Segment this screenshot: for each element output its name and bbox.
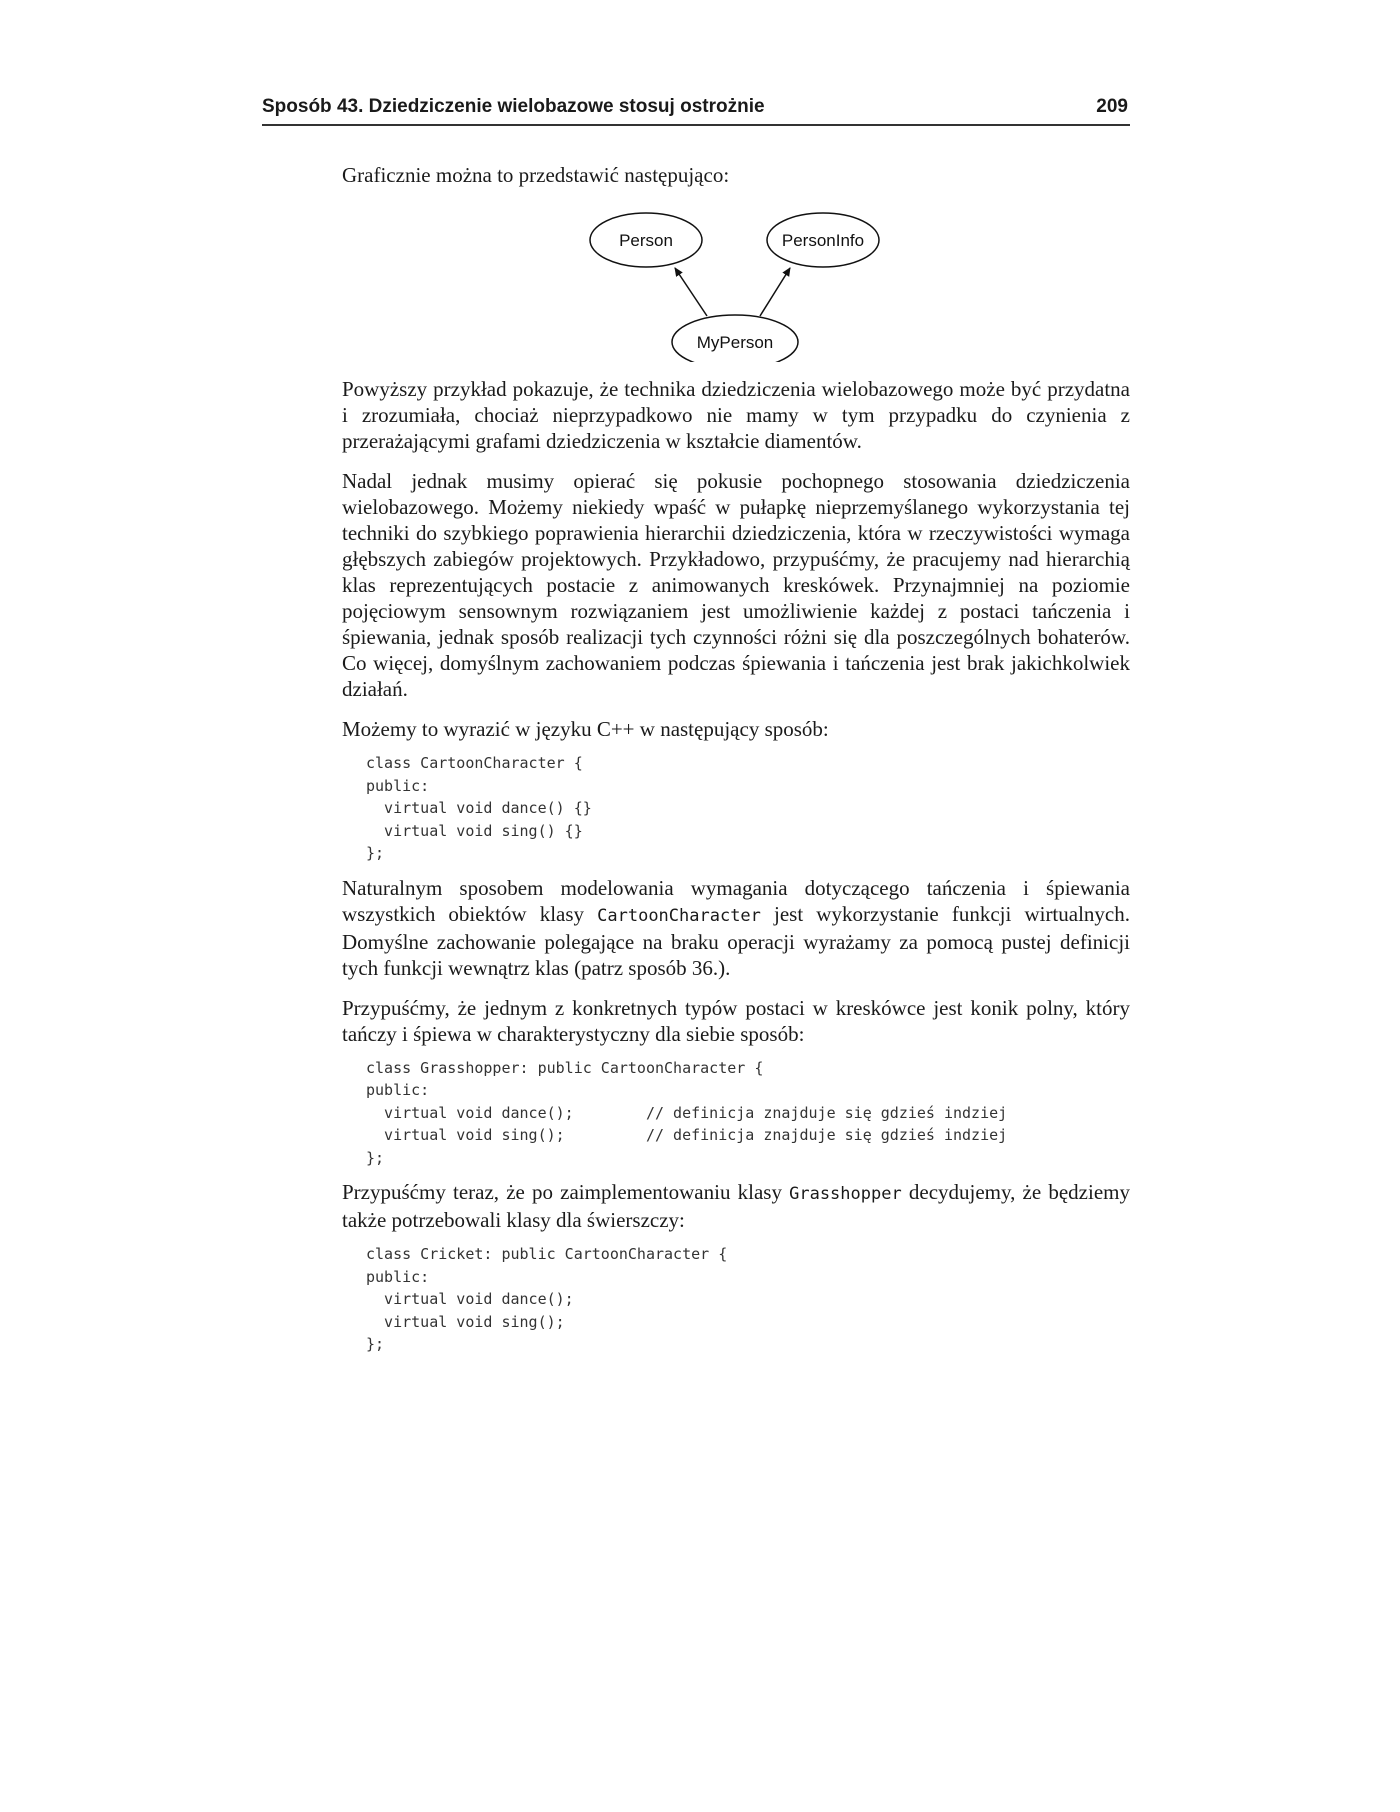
paragraph-6-text-a: Przypuśćmy teraz, że po zaimplementowaniu klasy (342, 1180, 790, 1204)
code-block-cricket: class Cricket: public CartoonCharacter { public: virtual void dance(); virtual void sing(); }; (366, 1245, 728, 1353)
page-content (342, 162, 1130, 1366)
code-block-grasshopper: class Grasshopper: public CartoonCharacter { public: virtual void dance(); // definicja znajduje się gdzieś indziej virtual void sing(); // definicja znajduje się gdzieś indziej }; (366, 1058, 1008, 1167)
paragraph-6-text-b: decydujemy, że będziemy także potrzebowali klasy dla świerszczy: (342, 1180, 1130, 1232)
personinfo-label: PersonInfo (781, 231, 865, 250)
paragraph-1: Powyższy przykład pokazuje, że technika dziedziczenia wielobazowego może być przydatna i zrozumiała, chociaż nieprzypadkowo nie mamy w tym przypadku do czynienia z przerażającymi grafami dziedziczenia w kształcie diamentów. (342, 377, 1130, 453)
inheritance-arrow-person (675, 268, 707, 316)
page-number: 209 (1096, 96, 1128, 117)
paragraph-2: Nadal jednak musimy opierać się pokusie pochopnego stosowania dziedziczenia wielobazowego. Możemy niekiedy wpaść w pułapkę nieprzemyślanego wykorzystania tej techniki do szybkiego poprawienia hierarchii dziedziczenia, która w rzeczywistości wymaga głębszych zabiegów projektowych. Przykładowo, przypuśćmy, że pracujemy nad hierarchią klas reprezentujących postacie z animowanych kreskówek. Przynajmniej na poziomie pojęciowym sensownym rozwiązaniem jest umożliwienie każdej z postaci tańczenia i śpiewania, jednak sposób realizacji tych czynności różni się dla poszczególnych bohaterów. Co więcej, domyślnym zachowaniem podczas śpiewania i tańczenia jest brak jakichkolwiek działań. (342, 469, 1130, 701)
paragraph-5: Przypuśćmy, że jednym z konkretnych typów postaci w kreskówce jest konik polny, który tańczy i śpiewa w charakterystyczny dla siebie sposób: (342, 995, 1130, 1046)
code-block-cartooncharacter: class CartoonCharacter { public: virtual void dance() {} virtual void sing() {} }; (366, 754, 592, 862)
inline-code-grasshopper: Grasshopper (789, 1184, 902, 1204)
chapter-title: Sposób 43. Dziedziczenie wielobazowe stosuj ostrożnie (262, 96, 765, 117)
intro-text: Graficznie można to przedstawić następująco: (342, 163, 730, 187)
inheritance-arrow-personinfo (760, 268, 790, 316)
page-header (262, 96, 1130, 126)
paragraph-4 (342, 875, 1130, 981)
person-label: Person (619, 231, 673, 250)
paragraph-6 (342, 1179, 1130, 1233)
paragraph-4-text-b: jest wykorzystanie funkcji wirtualnych. Domyślne zachowanie polegające na braku operacji wyrażamy za pomocą pustej definicji tych funkcji wewnątrz klas (patrz sposób 36.). (342, 901, 1130, 980)
paragraph-4-text-a: Naturalnym sposobem modelowania wymagania dotyczącego tańczenia i śpiewania wszystkich obiektów klasy (342, 875, 1130, 926)
inheritance-diagram (342, 192, 1130, 362)
paragraph-3: Możemy to wyrazić w języku C++ w następujący sposób: (342, 717, 829, 741)
myperson-label: MyPerson (696, 333, 774, 352)
inline-code-cartooncharacter: CartoonCharacter (597, 905, 761, 926)
